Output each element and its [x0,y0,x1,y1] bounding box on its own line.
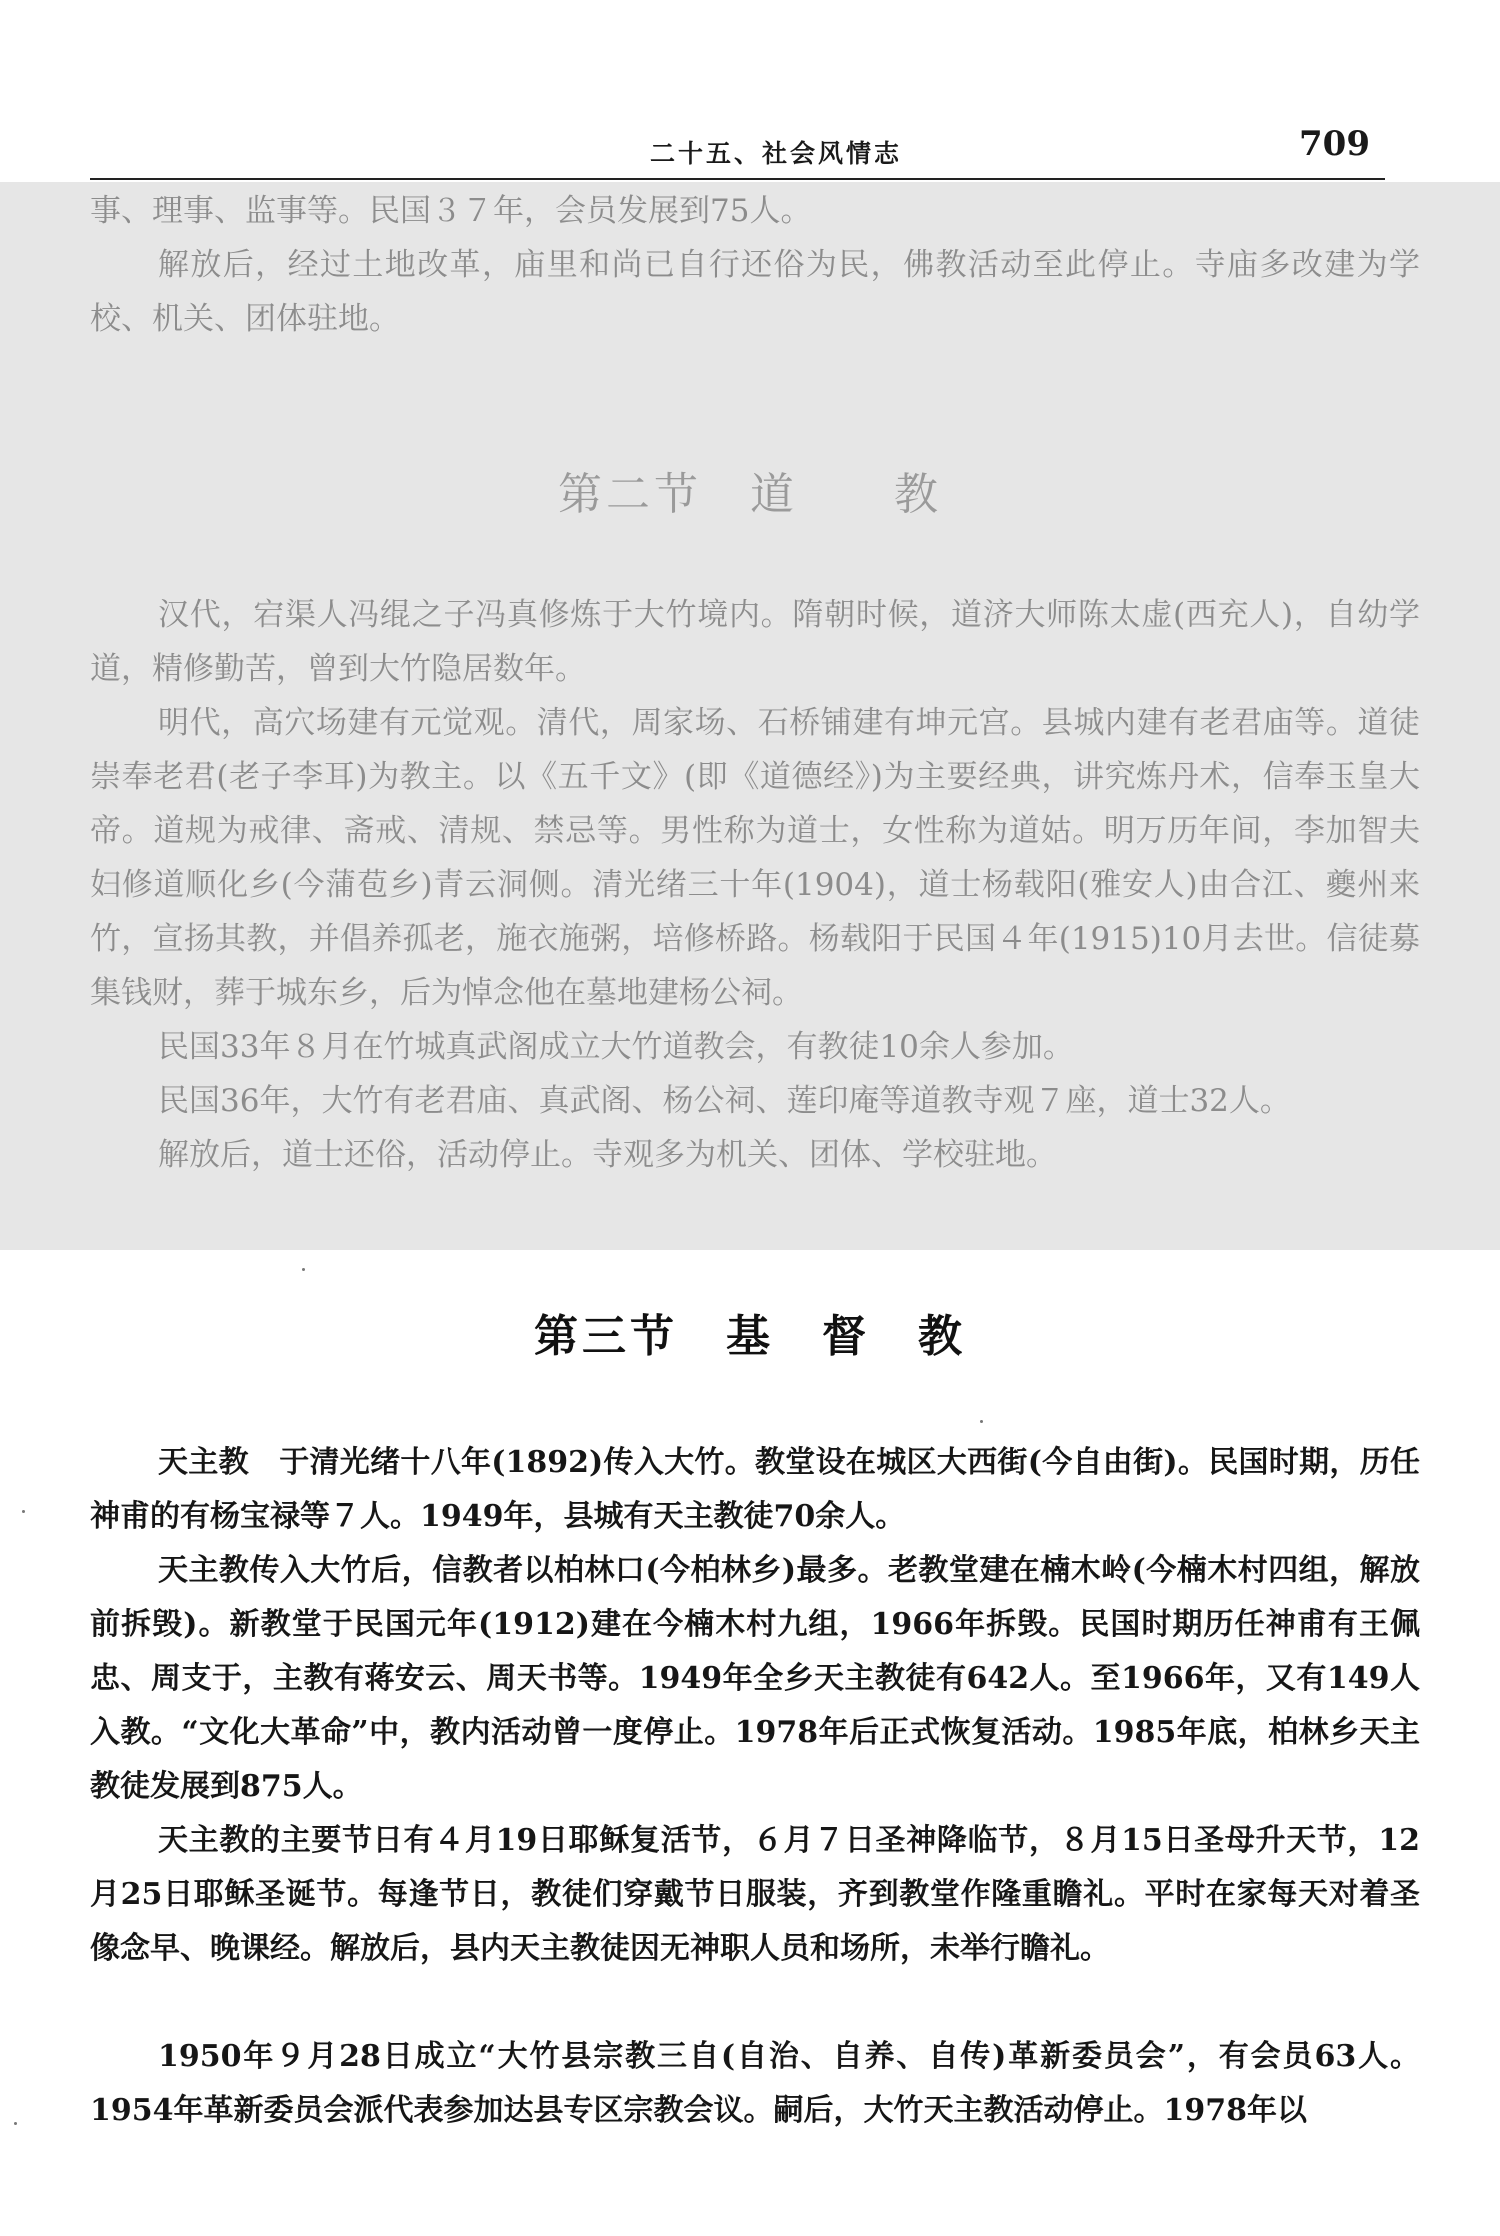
paragraph: 事、理事、监事等。民国３７年，会员发展到75人。 [90,193,812,229]
paragraph: 天主教传入大竹后，信教者以柏林口(今柏林乡)最多。老教堂建在楠木岭(今楠木村四组，解放前拆毁)。新教堂于民国元年(1912)建在今楠木村九组，1966年拆毁。民国时期历任神甫有王佩忠、周支于，主教有蒋安云、周天书等。1949年全乡天主教徒有642人。至1966年，又有149人入教。“文化大革命”中，教内活动曾一度停止。1978年后正式恢复活动。1985年底，柏林乡天主教徒发展到875人。 [90,1553,1420,1804]
scan-speck [302,1268,305,1271]
paragraph: 天主教的主要节日有４月19日耶稣复活节，６月７日圣神降临节，８月15日圣母升天节，12月25日耶稣圣诞节。每逢节日，教徒们穿戴节日服装，齐到教堂作隆重瞻礼。平时在家每天对着圣像念早、晚课经。解放后，县内天主教徒因无神职人员和场所，未举行瞻礼。 [90,1823,1420,1966]
header-rule [90,178,1385,180]
paragraph: 汉代，宕渠人冯绲之子冯真修炼于大竹境内。隋朝时候，道济大师陈太虚(西充人)，自幼学道，精修勤苦，曾到大竹隐居数年。 [90,597,1420,687]
paragraph-lead: 天主教 [158,1445,249,1480]
scan-speck [980,1420,983,1423]
paragraph: 解放后，经过土地改革，庙里和尚已自行还俗为民，佛教活动至此停止。寺庙多改建为学校、机关、团体驻地。 [90,247,1420,337]
shaded-region [0,182,1500,1250]
paragraph: 明代，高穴场建有元觉观。清代，周家场、石桥铺建有坤元宫。县城内建有老君庙等。道徒崇奉老君(老子李耳)为教主。以《五千文》(即《道德经》)为主要经典，讲究炼丹术，信奉玉皇大帝。道规为戒律、斋戒、清规、禁忌等。男性称为道士，女性称为道姑。明万历年间，李加智夫妇修道顺化乡(今蒲苞乡)青云洞侧。清光绪三十年(1904)，道士杨载阳(雅安人)由合江、夔州来竹，宣扬其教，并倡养孤老，施衣施粥，培修桥路。杨载阳于民国４年(1915)10月去世。信徒募集钱财，葬于城东乡，后为悼念他在墓地建杨公祠。 [90,705,1420,1011]
section-title: 第二节 道 教 [558,469,942,520]
paragraph [90,1436,1420,1544]
paragraph: 1950年９月28日成立“大竹县宗教三自(自治、自养、自传)革新委员会”，有会员63人。1954年革新委员会派代表参加达县专区宗教会议。嗣后，大竹天主教活动停止。1978年以 [90,2039,1420,2128]
page-number: 709 [1299,124,1370,164]
paragraph-body: 于清光绪十八年(1892)传入大竹。教堂设在城区大西街(今自由街)。民国时期，历任神甫的有杨宝禄等７人。1949年，县城有天主教徒70余人。 [90,1445,1420,1534]
paragraph: 民国36年，大竹有老君庙、真武阁、杨公祠、莲印庵等道教寺观７座，道士32人。 [158,1083,1291,1119]
main-text [0,1250,1500,2236]
paragraph: 解放后，道士还俗，活动停止。寺观多为机关、团体、学校驻地。 [158,1137,1057,1173]
paragraph: 民国33年８月在竹城真武阁成立大竹道教会，有教徒10余人参加。 [158,1029,1074,1065]
section-title: 第三节 基 督 教 [534,1311,966,1362]
running-head: 二十五、社会风情志 [650,139,903,168]
scan-speck [14,2122,17,2125]
page-header [90,120,1380,180]
scan-speck [22,1510,25,1513]
